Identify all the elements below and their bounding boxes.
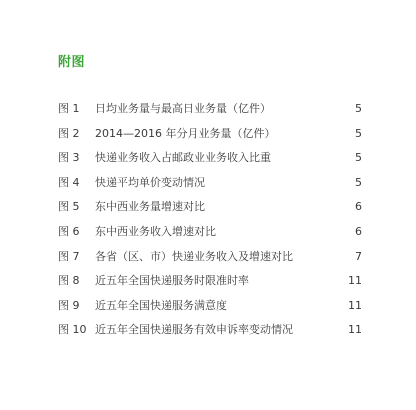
page-number: 5: [355, 126, 362, 140]
figure-number: 图 4: [58, 175, 80, 189]
list-item[interactable]: [58, 125, 362, 150]
figure-title: 2014—2016 年分月业务量（亿件）: [95, 126, 276, 140]
page-number: 7: [355, 249, 362, 263]
figure-title: 东中西业务量增速对比: [95, 200, 205, 214]
figure-number: 图 1: [58, 102, 80, 115]
figure-number: 图 9: [58, 298, 80, 312]
section-title: 附图: [58, 55, 86, 70]
list-item[interactable]: [58, 174, 362, 199]
page-number: 5: [355, 151, 362, 165]
list-item[interactable]: [58, 100, 362, 125]
page-number: 11: [348, 323, 362, 337]
figure-title: 快递业务收入占邮政业业务收入比重: [95, 151, 271, 165]
figure-title: 日均业务量与最高日业务量（亿件）: [95, 102, 271, 115]
list-item[interactable]: [58, 297, 362, 322]
page-number: 6: [355, 200, 362, 214]
figure-title: 东中西业务收入增速对比: [95, 224, 216, 238]
figure-title: 近五年全国快递服务满意度: [95, 298, 227, 312]
list-item[interactable]: [58, 321, 362, 346]
list-item[interactable]: [58, 149, 362, 174]
figure-number: 图 5: [58, 200, 80, 214]
figure-number: 图 7: [58, 249, 80, 263]
list-item[interactable]: [58, 248, 362, 273]
figure-title: 快递平均单价变动情况: [95, 175, 205, 189]
figure-number: 图 3: [58, 151, 80, 165]
figure-number: 图 10: [58, 323, 87, 337]
figure-number: 图 2: [58, 126, 80, 140]
list-item[interactable]: [58, 223, 362, 248]
figure-title: 近五年全国快递服务有效申诉率变动情况: [95, 323, 293, 337]
figure-number: 图 6: [58, 224, 80, 238]
page-number: 5: [355, 175, 362, 189]
page-number: 11: [348, 274, 362, 288]
page-number: 5: [355, 102, 362, 115]
page-number: 6: [355, 224, 362, 238]
page-number: 11: [348, 298, 362, 312]
list-item[interactable]: [58, 272, 362, 297]
figure-number: 图 8: [58, 274, 80, 288]
figure-list: [58, 100, 362, 346]
figure-title: 各省（区、市）快递业务收入及增速对比: [95, 249, 293, 263]
list-item[interactable]: [58, 198, 362, 223]
figure-title: 近五年全国快递服务时限准时率: [95, 274, 249, 288]
